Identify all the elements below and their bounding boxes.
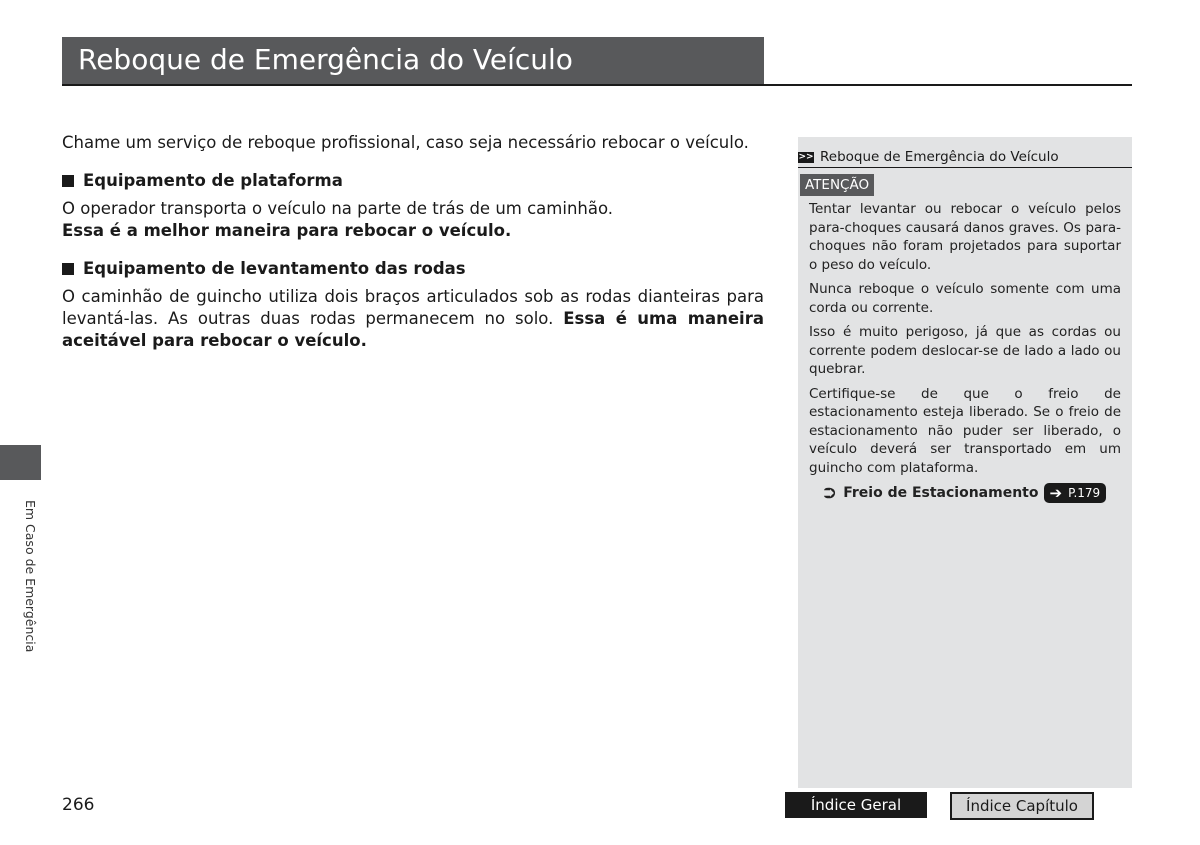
section-heading-platform-label: Equipamento de plataforma (83, 171, 343, 190)
page-ref-pill[interactable] (1044, 483, 1107, 503)
sidebar-paragraph: Isso é muito perigoso, já que as cordas ou corrente podem deslocar-se de lado a lado ou quebrar. (809, 324, 1121, 377)
sidebar-paragraph: Certifique-se de que o freio de estacionamento esteja liberado. Se o freio de estacionamento não puder ser liberado, o veículo deverá ser transportado em um guincho com plataforma. (809, 385, 1121, 476)
square-bullet-icon (62, 175, 74, 187)
intro-text: Chame um serviço de reboque profissional, caso seja necessário rebocar o veículo. (62, 133, 749, 152)
section-heading-platform (62, 170, 764, 192)
main-content (62, 132, 764, 352)
sidebar-paragraph: Tentar levantar ou rebocar o veículo pelos para-choques causará danos graves. Os para-choques não foram projetados para suportar o peso do veículo. (809, 201, 1121, 273)
page-ref-number: P.179 (1068, 485, 1101, 500)
square-bullet-icon (62, 263, 74, 275)
index-general-button[interactable]: Índice Geral (785, 792, 927, 818)
sidebar-body (809, 200, 1121, 503)
sidebar-paragraph: Nunca reboque o veículo somente com uma corda ou corrente. (809, 281, 1121, 316)
title-rule (62, 84, 1132, 86)
right-arrow-icon: ➔ (1049, 483, 1063, 502)
reference-link[interactable] (809, 483, 1121, 503)
reference-label: Freio de Estacionamento (843, 484, 1039, 501)
page-title: Reboque de Emergência do Veículo (78, 43, 573, 76)
return-arrow-icon: ⮊ (823, 483, 836, 502)
section-wheel-lift-bold: Essa é uma maneira aceitável para rebocar o veículo. (62, 309, 764, 350)
section-heading-wheel-lift-label: Equipamento de levantamento das rodas (83, 259, 466, 278)
section-wheel-lift-text: O caminhão de guincho utiliza dois braços articulados sob as rodas dianteiras para levantá-las. As outras duas rodas permanecem no solo. (62, 287, 764, 328)
section-platform-bold: Essa é a melhor maneira para rebocar o veículo. (62, 221, 512, 240)
sidebar-header-label: Reboque de Emergência do Veículo (820, 149, 1059, 165)
chapter-side-label: Em Caso de Emergência (23, 500, 38, 653)
double-arrow-icon: >> (798, 151, 814, 162)
caution-badge: ATENÇÃO (800, 174, 874, 196)
section-heading-wheel-lift (62, 258, 764, 280)
sidebar-header (798, 147, 1132, 168)
sidebar-notes (798, 137, 1132, 788)
section-platform-text: O operador transporta o veículo na parte de trás de um caminhão. (62, 199, 614, 218)
title-bar (62, 37, 764, 85)
section-wheel-lift-paragraph (62, 286, 764, 352)
page-number: 266 (62, 795, 95, 815)
chapter-tab (0, 445, 41, 480)
index-chapter-button[interactable]: Índice Capítulo (950, 792, 1094, 820)
